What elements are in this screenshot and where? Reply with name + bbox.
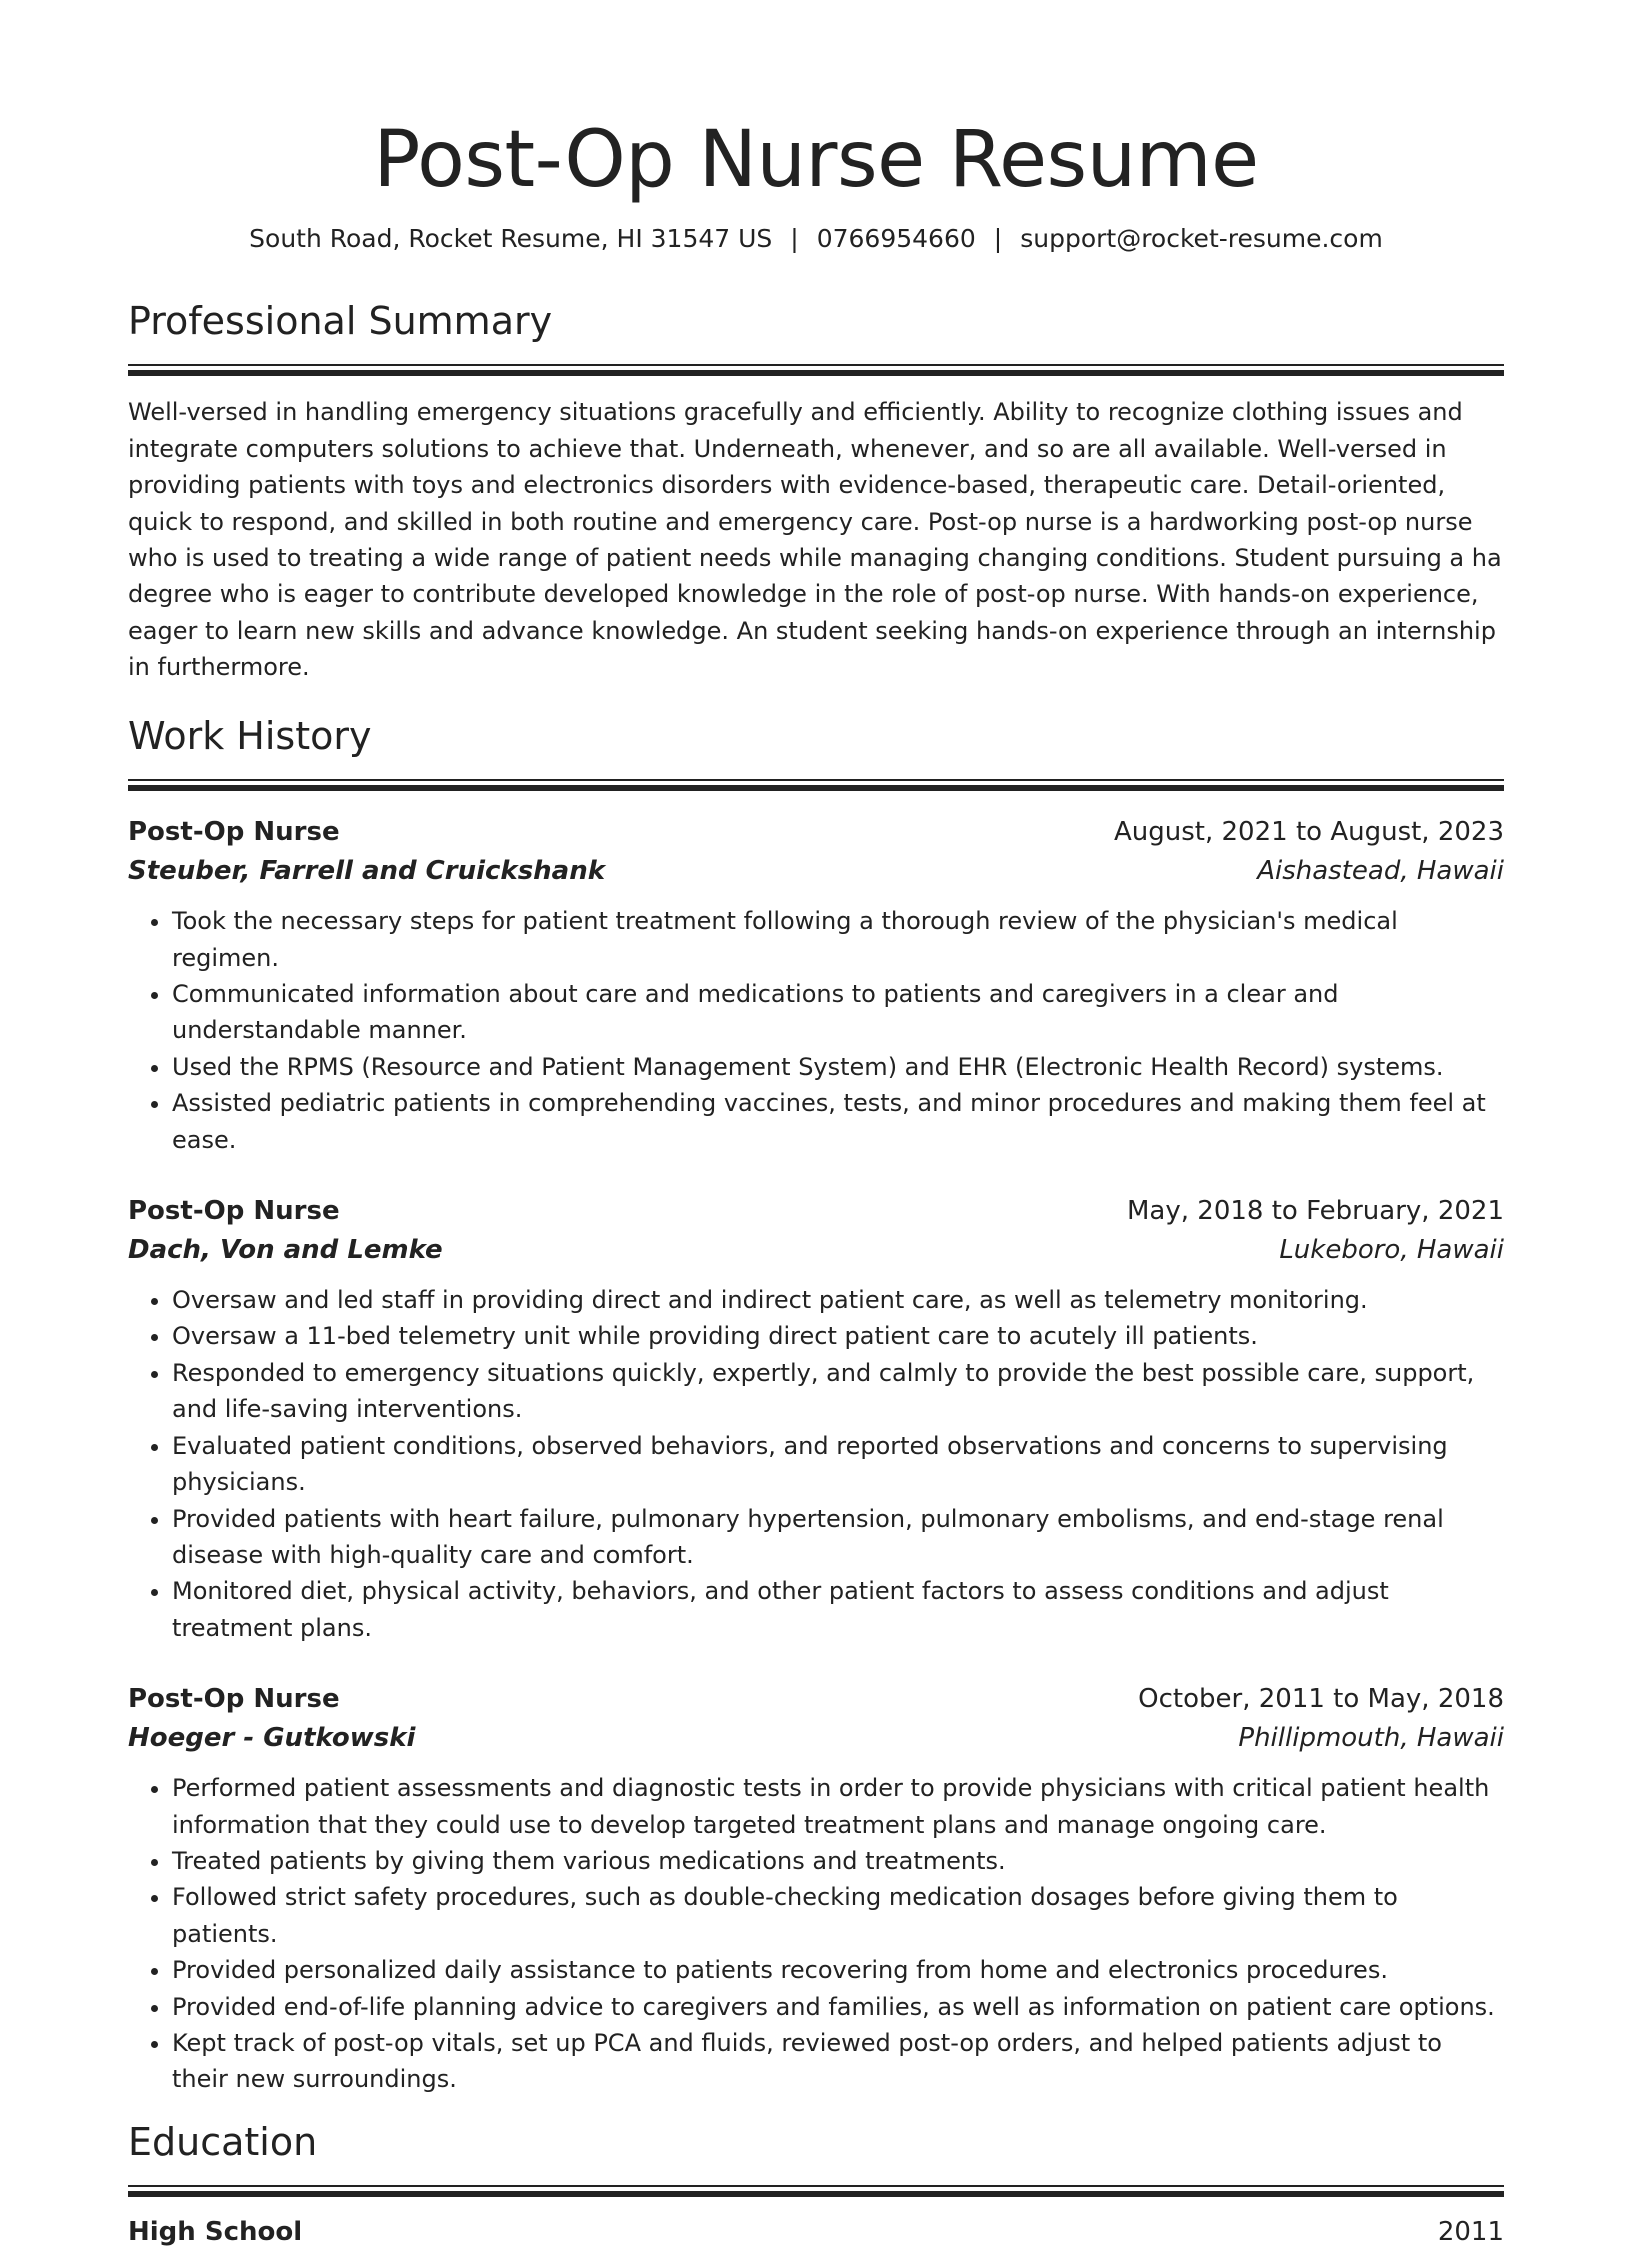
section-heading-work-history: Work History: [128, 713, 372, 758]
contact-separator: |: [993, 223, 1003, 253]
job-company-row: [128, 852, 1504, 891]
section-heading-education: Education: [128, 2119, 318, 2164]
job-duty: • Communicated information about care and medications to patients and caregivers in a clear and understandable manner.: [172, 976, 1504, 1049]
job-duty: • Oversaw and led staff in providing direct and indirect patient care, as well as telemetry monitoring.: [172, 1282, 1504, 1318]
job-duty: • Treated patients by giving them various medications and treatments.: [172, 1843, 1504, 1879]
job-company: Steuber, Farrell and Cruickshank: [128, 856, 606, 887]
job-location: Phillipmouth, Hawaii: [1238, 1723, 1504, 1754]
section-divider: [128, 2185, 1504, 2197]
job-company-row: [128, 1231, 1504, 1270]
contact-email: support@rocket-resume.com: [1020, 223, 1383, 253]
resume-title: Post-Op Nurse Resume: [373, 115, 1259, 205]
job-duty: • Responded to emergency situations quickly, expertly, and calmly to provide the best possible care, support, and life-saving interventions.: [172, 1355, 1504, 1428]
job-duty: • Used the RPMS (Resource and Patient Management System) and EHR (Electronic Health Record) systems.: [172, 1049, 1504, 1085]
resume-page: [128, 0, 1504, 2252]
education-degree: High School: [128, 2217, 303, 2248]
work-history-section: [128, 714, 1504, 2098]
section-divider: [128, 779, 1504, 791]
job-title: Post-Op Nurse: [128, 1196, 340, 1227]
summary-text: Well-versed in handling emergency situations gracefully and efficiently. Ability to recognize clothing issues and integrate computers solutions to achieve that. Underneath, whenever, and so are all available. Well-versed in providing patients with toys and electronics disorders with evidence-based, therapeutic care. Detail-oriented, quick to respond, and skilled in both routine and emergency care. Post-op nurse is a hardworking post-op nurse who is used to treating a wide range of patient needs while managing changing conditions. Student pursuing a ha degree who is eager to contribute developed knowledge in the role of post-op nurse. With hands-on experience, eager to learn new skills and advance knowledge. An student seeking hands-on experience through an internship in furthermore.: [128, 398, 1502, 682]
contact-separator: |: [790, 223, 799, 253]
job-title: Post-Op Nurse: [128, 817, 340, 848]
job-entry: [128, 1680, 1504, 2098]
job-duties-list: [128, 1282, 1504, 1646]
contact-line: [128, 224, 1504, 253]
job-header-row: [128, 1680, 1504, 1719]
job-header-row: [128, 1192, 1504, 1231]
job-duty: • Kept track of post-op vitals, set up PCA and fluids, reviewed post-op orders, and helped patients adjust to their new surroundings.: [172, 2025, 1504, 2098]
job-duty: • Monitored diet, physical activity, behaviors, and other patient factors to assess conditions and adjust treatment plans.: [172, 1573, 1504, 1646]
job-duty: • Assisted pediatric patients in comprehending vaccines, tests, and minor procedures and making them feel at ease.: [172, 1085, 1504, 1158]
job-duty: • Took the necessary steps for patient treatment following a thorough review of the physician's medical regimen.: [172, 903, 1504, 976]
job-duty: • Provided patients with heart failure, pulmonary hypertension, pulmonary embolisms, and end-stage renal disease with high-quality care and comfort.: [172, 1501, 1504, 1574]
job-title: Post-Op Nurse: [128, 1684, 340, 1715]
job-dates: October, 2011 to May, 2018: [1138, 1684, 1504, 1715]
job-duties-list: [128, 1770, 1504, 2098]
contact-address: South Road, Rocket Resume, HI 31547 US: [249, 223, 773, 253]
job-duty: • Provided personalized daily assistance to patients recovering from home and electronics procedures.: [172, 1952, 1504, 1988]
education-year: 2011: [1437, 2217, 1504, 2248]
professional-summary-section: [128, 299, 1504, 686]
section-divider: [128, 364, 1504, 376]
job-header-row: [128, 813, 1504, 852]
job-dates: August, 2021 to August, 2023: [1114, 817, 1504, 848]
job-entry: [128, 1192, 1504, 1646]
job-duty: • Oversaw a 11-bed telemetry unit while providing direct patient care to acutely ill patients.: [172, 1318, 1504, 1354]
job-duty: • Evaluated patient conditions, observed behaviors, and reported observations and concerns to supervising physicians.: [172, 1428, 1504, 1501]
job-duties-list: [128, 903, 1504, 1158]
job-duty: • Followed strict safety procedures, such as double-checking medication dosages before giving them to patients.: [172, 1879, 1504, 1952]
job-entry: [128, 813, 1504, 1158]
job-duty: • Performed patient assessments and diagnostic tests in order to provide physicians with critical patient health information that they could use to develop targeted treatment plans and manage ongoing care.: [172, 1770, 1504, 1843]
education-section: [128, 2120, 1504, 2252]
education-entry: [128, 2213, 1504, 2252]
job-duty: • Provided end-of-life planning advice to caregivers and families, as well as information on patient care options.: [172, 1989, 1504, 2025]
section-heading-summary: Professional Summary: [128, 298, 553, 343]
job-location: Lukeboro, Hawaii: [1279, 1235, 1504, 1266]
job-company: Dach, Von and Lemke: [128, 1235, 443, 1266]
contact-phone: 0766954660: [816, 223, 976, 253]
job-company: Hoeger - Gutkowski: [128, 1723, 416, 1754]
job-dates: May, 2018 to February, 2021: [1127, 1196, 1504, 1227]
job-location: Aishastead, Hawaii: [1257, 856, 1504, 887]
job-company-row: [128, 1719, 1504, 1758]
